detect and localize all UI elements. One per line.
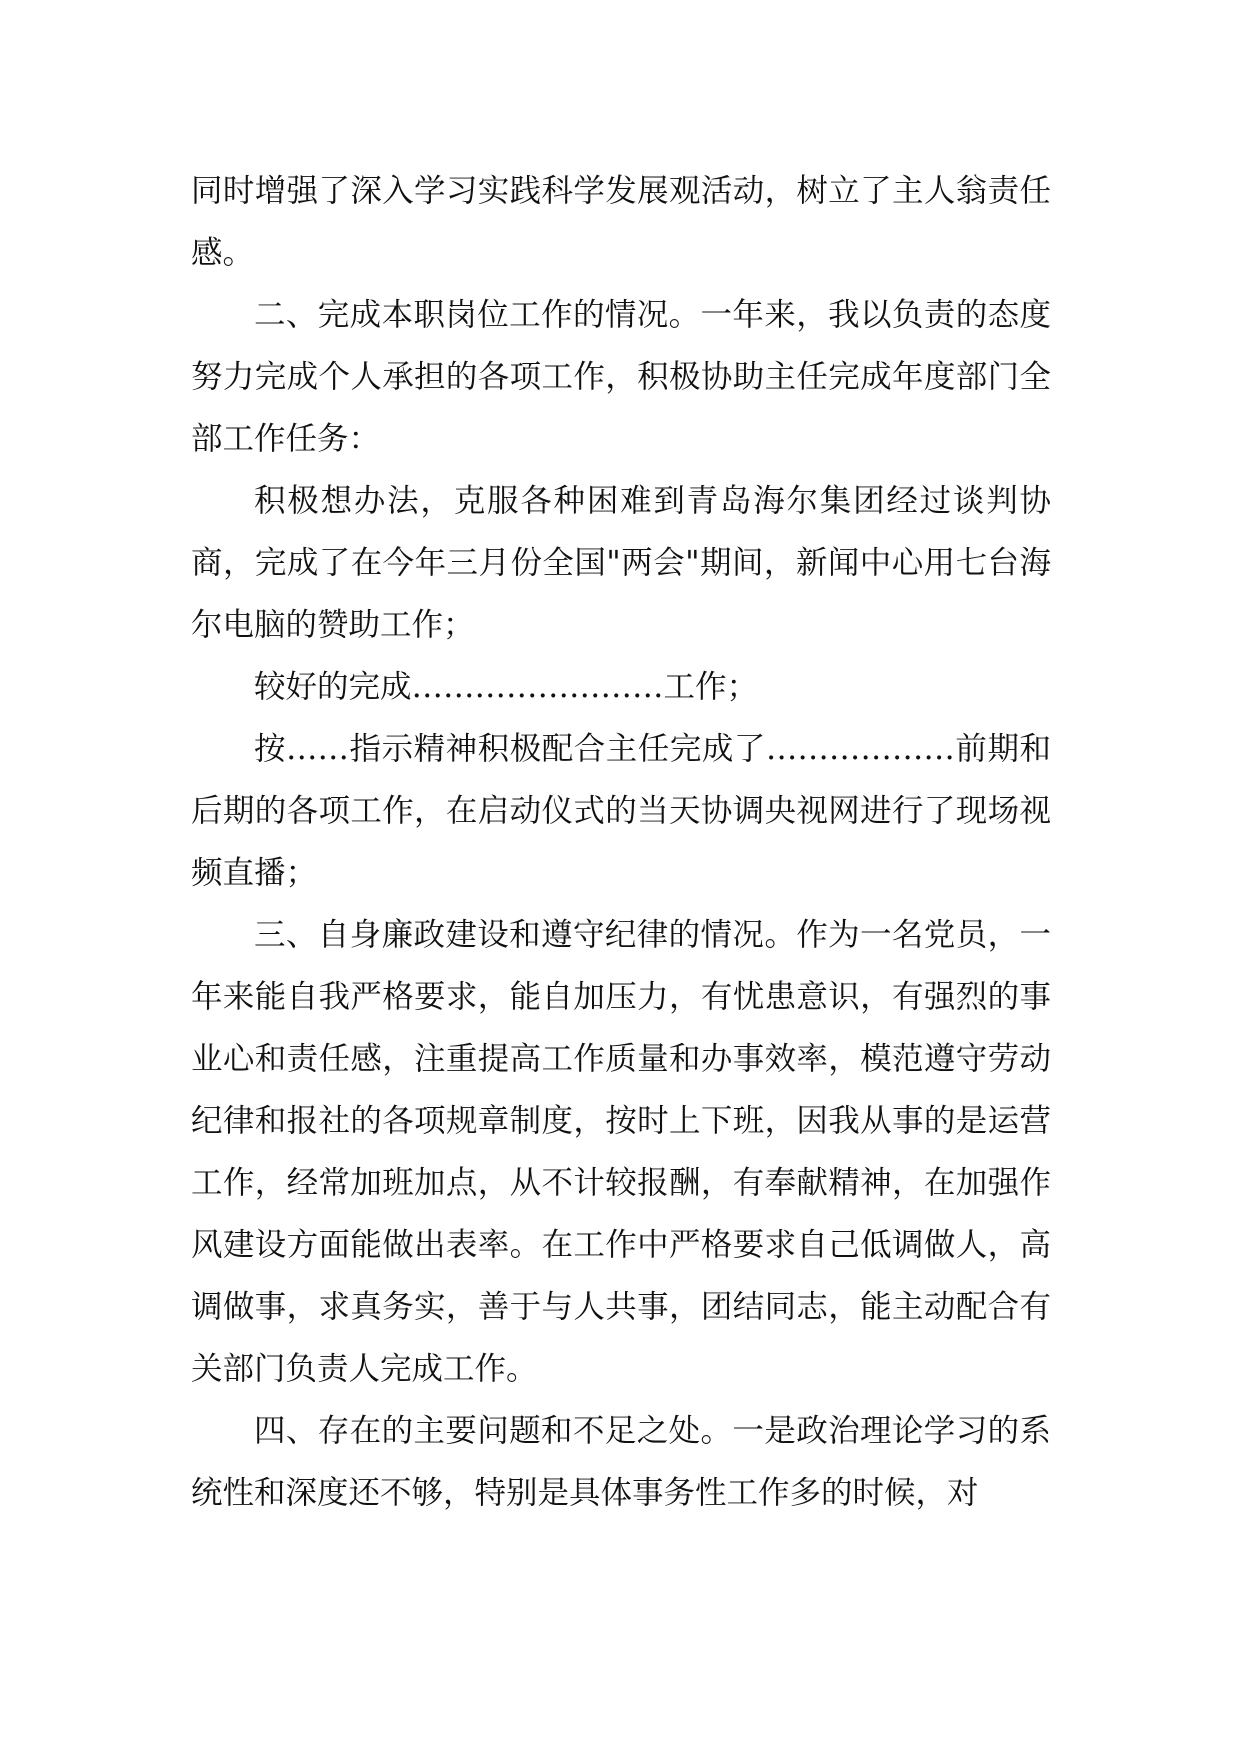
paragraph-section-four: 四、存在的主要问题和不足之处。一是政治理论学习的系统性和深度还不够，特别是具体事务性工作多的时候，对	[191, 1413, 1051, 1511]
paragraph-launch-ceremony: 按……指示精神积极配合主任完成了………………前期和后期的各项工作，在启动仪式的当天协调央视网进行了现场视频直播；	[191, 731, 1051, 891]
paragraph-section-three: 三、自身廉政建设和遵守纪律的情况。作为一名党员，一年来能自我严格要求，能自加压力，有忧患意识，有强烈的事业心和责任感，注重提高工作质量和办事效率，模范遵守劳动纪律和报社的各项规章制度，按时上下班，因我从事的是运营工作，经常加班加点，从不计较报酬，有奉献精神，在加强作风建设方面能做出表率。在工作中严格要求自己低调做人，高调做事，求真务实，善于与人共事，团结同志，能主动配合有关部门负责人完成工作。	[191, 917, 1051, 1387]
paragraph-section-two: 二、完成本职岗位工作的情况。一年来，我以负责的态度努力完成个人承担的各项工作，积极协助主任完成年度部门全部工作任务：	[191, 297, 1051, 457]
paragraph-continuation: 同时增强了深入学习实践科学发展观活动，树立了主人翁责任感。	[191, 173, 1051, 271]
paragraph-completed-work: 较好的完成……………………工作；	[254, 669, 759, 705]
paragraph-haier-sponsorship: 积极想办法，克服各种困难到青岛海尔集团经过谈判协商，完成了在今年三月份全国"两会"期间，新闻中心用七台海尔电脑的赞助工作；	[191, 483, 1051, 643]
document-body	[191, 160, 1051, 1524]
